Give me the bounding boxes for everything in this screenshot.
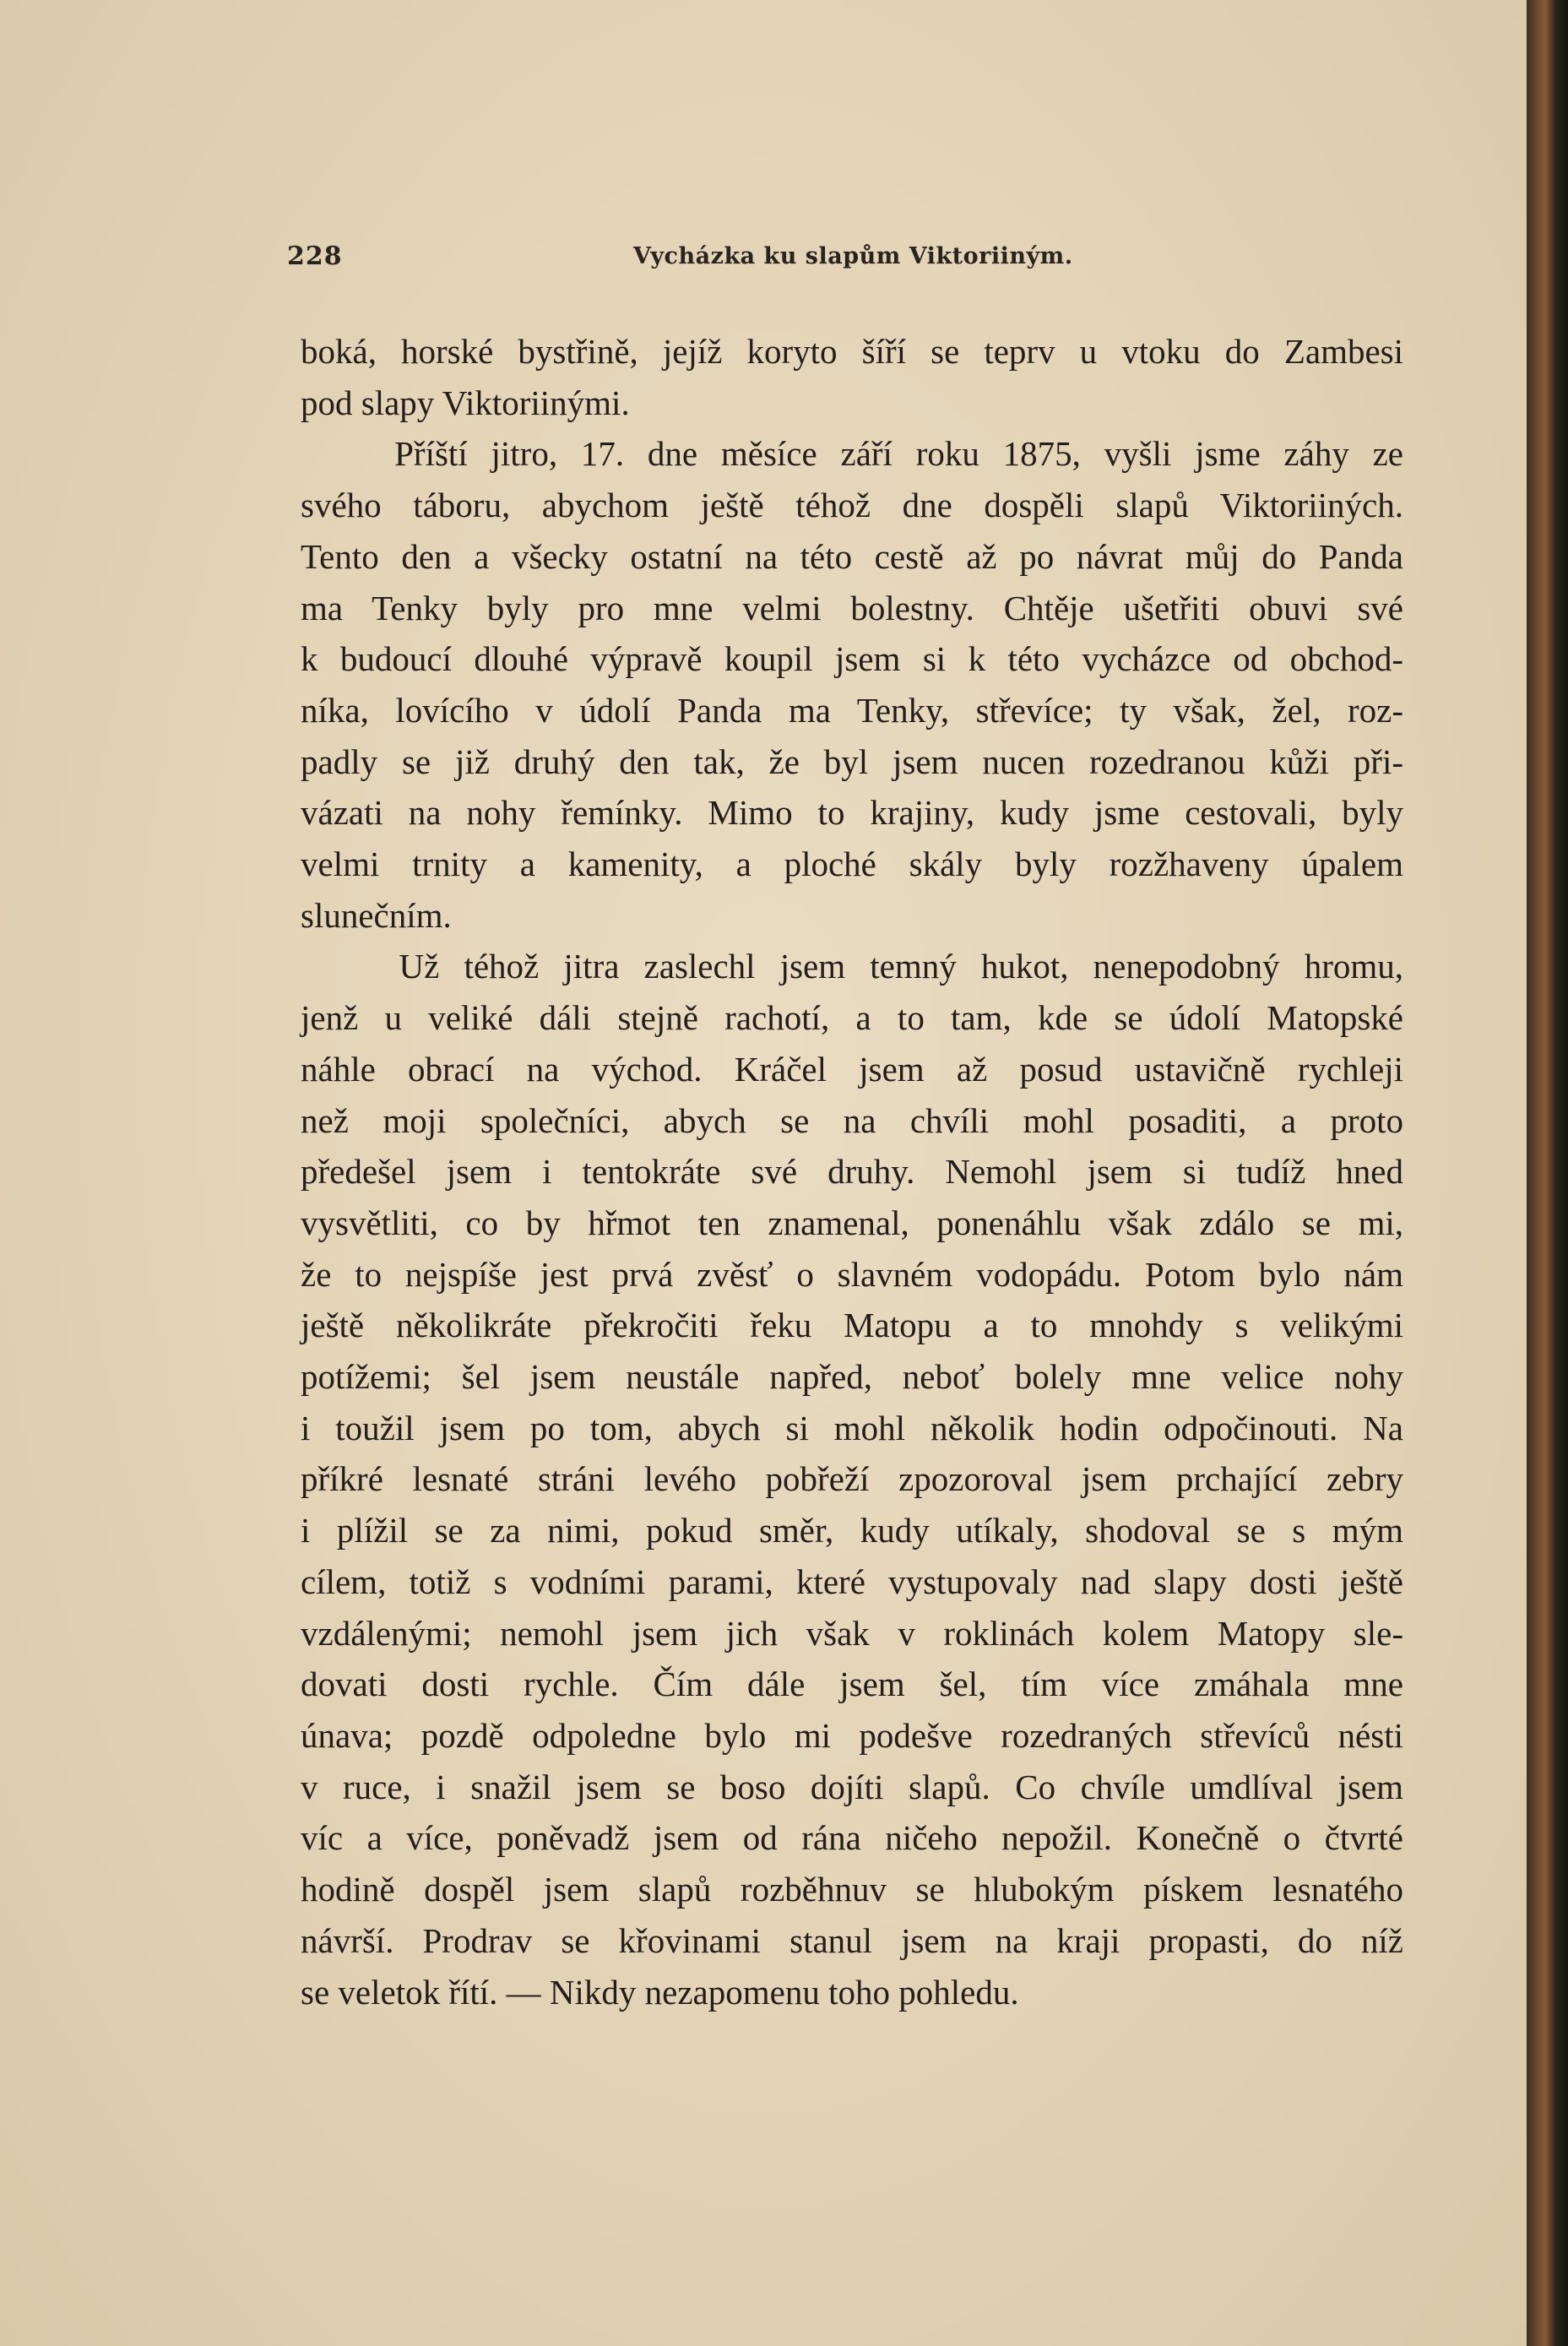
text-line: vysvětliti, co by hřmot ten znamenal, ponenáhlu však zdálo se mi, [301,1203,1403,1242]
text-line: únava; pozdě odpoledne bylo mi podešve rozedraných střevíců nésti [301,1715,1403,1755]
running-title: Vycházka ku slapům Viktoriiným. [633,243,1073,269]
text-line: že to nejspíše jest prvá zvěsť o slavném vodopádu. Potom bylo nám [301,1254,1403,1294]
text-line: víc a více, poněvadž jsem od rána ničeho nepožil. Konečně o čtvrté [301,1818,1403,1858]
text-line: hodině dospěl jsem slapů rozběhnuv se hlubokým pískem lesnatého [301,1870,1403,1909]
text-line: v ruce, i snažil jsem se boso dojíti slapů. Co chvíle umdlíval jsem [301,1767,1403,1806]
page-number: 228 [287,242,343,271]
text-line: vzdálenými; nemohl jsem jich však v roklinách kolem Matopy sle- [301,1613,1403,1653]
paragraph [301,428,1403,941]
text-line: ma Tenky byly pro mne velmi bolestny. Chtěje ušetřiti obuvi své [301,588,1403,627]
paragraph [301,326,1403,428]
text-line: potížemi; šel jsem neustále napřed, neboť bolely mne velice nohy [301,1357,1403,1397]
text-line: k budoucí dlouhé výpravě koupil jsem si k této vycházce od obchod- [301,639,1403,679]
text-line: i toužil jsem po tom, abych si mohl několik hodin odpočinouti. Na [301,1408,1403,1447]
paragraph [301,941,1403,2017]
page-header [287,242,1402,282]
text-line: velmi trnity a kamenity, a ploché skály byly rozžhaveny úpalem [301,844,1403,884]
book-edge [1527,0,1568,2346]
text-line: níka, lovícího v údolí Panda ma Tenky, střevíce; ty však, žel, roz- [301,690,1403,730]
text-line: než moji společníci, abych se na chvíli mohl posaditi, a proto [301,1100,1403,1140]
text-line: slunečním. [301,895,452,935]
text-line: i plížil se za nimi, pokud směr, kudy utíkaly, shodoval se s mým [301,1511,1403,1550]
text-line: návrší. Prodrav se křovinami stanul jsem na kraji propasti, do níž [301,1920,1403,1960]
text-line: náhle obrací na východ. Kráčel jsem až posud ustavičně rychleji [301,1049,1403,1089]
text-line: příkré lesnaté stráni levého pobřeží zpozoroval jsem prchající zebry [301,1459,1403,1499]
text-line: vázati na nohy řemínky. Mimo to krajiny, kudy jsme cestovali, byly [301,793,1403,833]
text-line: Příští jitro, 17. dne měsíce září roku 1875, vyšli jsme záhy ze [301,434,1403,474]
text-line: se veletok řítí. — Nikdy nezapomenu toho pohledu. [301,1972,1019,2012]
text-line: svého táboru, abychom ještě téhož dne dospěli slapů Viktoriiných. [301,486,1403,525]
text-line: předešel jsem i tentokráte své druhy. Nemohl jsem si tudíž hned [301,1152,1403,1192]
text-line: jenž u veliké dáli stejně rachotí, a to tam, kde se údolí Matopské [301,998,1403,1038]
text-line: boká, horské bystřině, jejíž koryto šíří se teprv u vtoku do Zambesi [301,332,1403,371]
text-line: ještě několikráte překročiti řeku Matopu a to mnohdy s velikými [301,1306,1403,1345]
text-line: cílem, totiž s vodními parami, které vystupovaly nad slapy dosti ještě [301,1561,1403,1601]
body-text [301,326,1403,2017]
text-line: Tento den a všecky ostatní na této cestě až po návrat můj do Panda [301,536,1403,576]
text-line: pod slapy Viktoriinými. [301,383,630,422]
text-line: dovati dosti rychle. Čím dále jsem šel, tím více zmáhala mne [301,1664,1403,1704]
text-line: Už téhož jitra zaslechl jsem temný hukot, nenepodobný hromu, [301,947,1403,986]
text-line: padly se již druhý den tak, že byl jsem nucen rozedranou kůži při- [301,741,1403,781]
